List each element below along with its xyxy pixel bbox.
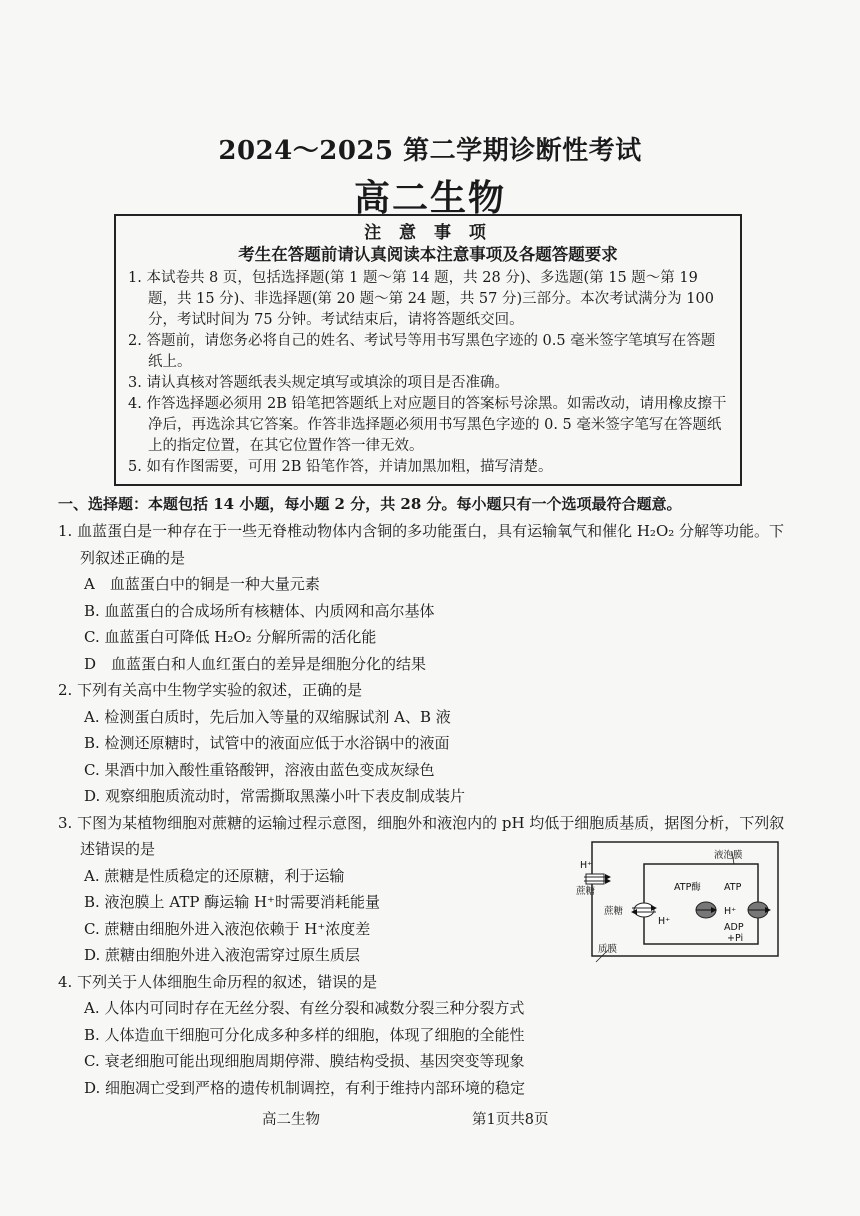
option-b: B. 血蓝蛋白的合成场所有核糖体、内质网和高尔基体 [84, 601, 435, 620]
notice-box [114, 214, 742, 486]
notice-item: 3. 请认真核对答题纸表头规定填写或填涂的项目是否准确。 [128, 375, 509, 391]
exam-subject: 高二生物 [353, 177, 506, 219]
option-a: A. 人体内可同时存在无丝分裂、有丝分裂和减数分裂三种分裂方式 [84, 999, 525, 1017]
label-pi: +Pi [727, 933, 744, 944]
question-stem: 3. 下图为某植物细胞对蔗糖的运输过程示意图，细胞外和液泡内的 pH 均低于细胞质基质，据图分析，下列叙述错误的是 [58, 813, 785, 858]
notice-subtitle: 考生在答题前请认真阅读本注意事项及各题答题要求 [238, 245, 618, 264]
question-2 [58, 677, 788, 810]
option-d: D 血蓝蛋白和人血红蛋白的差异是细胞分化的结果 [84, 654, 427, 673]
question-stem: 4. 下列关于人体细胞生命历程的叙述，错误的是 [58, 972, 378, 991]
option-c: C. 血蓝蛋白可降低 H₂O₂ 分解所需的活化能 [84, 628, 377, 646]
notice-item: 4. 作答选择题必须用 2B 铅笔把答题纸上对应题目的答案标号涂黑。如需改动，请用橡皮擦干净后，再选涂其它答案。作答非选择题必须用书写黑色字迹的 0. 5 毫米签字笔写在答题纸上的指定位置，在其它位置作答一律无效。 [128, 396, 727, 454]
notice-title: 注 意 事 项 [364, 223, 492, 243]
question-stem: 1. 血蓝蛋白是一种存在于一些无脊椎动物体内含铜的多功能蛋白，具有运输氧气和催化 H₂O₂ 分解等功能。下列叙述正确的是 [58, 522, 785, 567]
label-sucrose-out: 蔗糖 [576, 886, 596, 897]
option-d: D. 观察细胞质流动时，常需撕取黑藻小叶下表皮制成装片 [84, 787, 466, 805]
notice-item: 1. 本试卷共 8 页，包括选择题(第 1 题～第 14 题，共 28 分)、多选题(第 15 题～第 19 题，共 15 分)、非选择题(第 20 题～第 24 题，共 57 分)三部分。本次考试满分为 100 分，考试时间为 75 分钟。考试结束后，请将答题纸交回。 [128, 270, 714, 328]
question-4 [58, 969, 788, 1102]
question-stem: 2. 下列有关高中生物学实验的叙述，正确的是 [58, 681, 363, 699]
label-atp: ATP [724, 882, 742, 893]
label-h-out: H⁺ [580, 860, 593, 871]
option-c: C. 果酒中加入酸性重铬酸钾，溶液由蓝色变成灰绿色 [84, 760, 435, 779]
label-vacuole-membrane: 液泡膜 [714, 850, 743, 861]
question-1 [58, 518, 788, 677]
option-b: B. 液泡膜上 ATP 酶运输 H⁺时需要消耗能量 [84, 893, 380, 911]
option-b: B. 检测还原糖时，试管中的液面应低于水浴锅中的液面 [84, 734, 450, 752]
label-atpase: ATP酶 [674, 882, 701, 893]
label-plasma-membrane: 质膜 [598, 944, 618, 955]
option-c: C. 蔗糖由细胞外进入液泡依赖于 H⁺浓度差 [84, 919, 371, 938]
section-heading: 一、选择题：本题包括 14 小题，每小题 2 分，共 28 分。每小题只有一个选项最符合题意。 [58, 495, 682, 513]
label-h-right: H⁺ [724, 906, 737, 917]
label-h-in: H⁺ [658, 916, 671, 927]
sucrose-transport-diagram [576, 838, 784, 968]
outer-transporter [586, 874, 604, 884]
option-a: A. 蔗糖是性质稳定的还原糖，利于运输 [84, 866, 345, 885]
label-sucrose-in: 蔗糖 [604, 906, 624, 917]
option-b: B. 人体造血干细胞可分化成多种多样的细胞，体现了细胞的全能性 [84, 1025, 525, 1044]
label-adp: ADP [724, 922, 744, 933]
footer-page-number: 第1页共8页 [472, 1112, 549, 1128]
exam-title: 2024～2025 第二学期诊断性考试 [218, 136, 642, 166]
option-a: A 血蓝蛋白中的铜是一种大量元素 [84, 575, 320, 593]
footer-subject: 高二生物 [262, 1112, 320, 1128]
option-a: A. 检测蛋白质时，先后加入等量的双缩脲试剂 A、B 液 [84, 707, 451, 726]
option-d: D. 细胞凋亡受到严格的遗传机制调控，有利于维持内部环境的稳定 [84, 1078, 526, 1097]
vacuole-transporter [634, 903, 654, 917]
notice-item: 2. 答题前，请您务必将自己的姓名、考试号等用书写黑色字迹的 0.5 毫米签字笔填写在答题纸上。 [128, 333, 716, 370]
notice-item: 5. 如有作图需要，可用 2B 铅笔作答，并请加黑加粗，描写清楚。 [128, 459, 553, 475]
option-c: C. 衰老细胞可能出现细胞周期停滞、膜结构受损、基因突变等现象 [84, 1052, 525, 1070]
question-list [58, 518, 788, 1101]
plasma-membrane-shape [592, 842, 778, 956]
option-d: D. 蔗糖由细胞外进入液泡需穿过原生质层 [84, 946, 361, 964]
